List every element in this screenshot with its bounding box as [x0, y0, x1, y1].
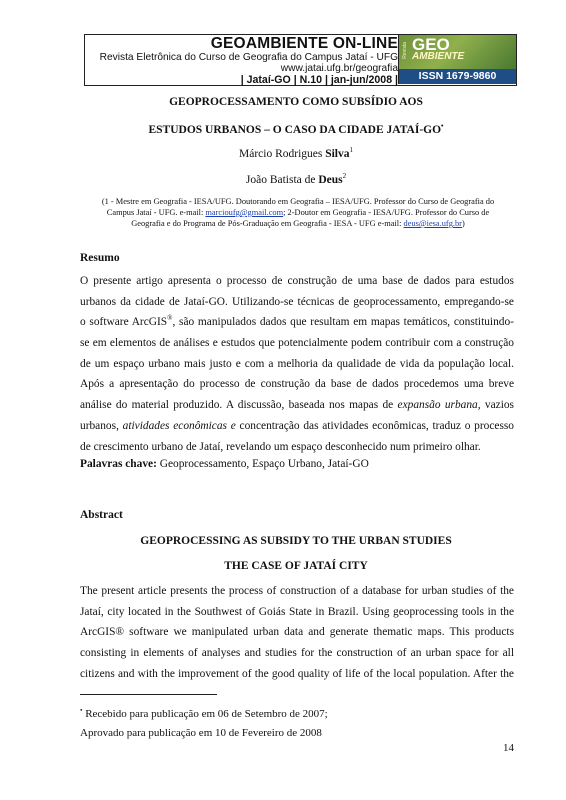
resumo-line: O presente artigo apresenta o processo de construção de uma base de dados para estudos [80, 275, 514, 287]
author-affiliations [98, 196, 498, 229]
abstract-line: ArcGIS® software we manipulated urban data and generate thematic maps. This products [80, 626, 514, 639]
abstract-line: The present article presents the process of construction of a database for urban studies of the [80, 585, 514, 597]
resumo-line: de um espaço urbano mais justo e com a melhoria da qualidade de vida da população local. [80, 357, 514, 370]
logo-geo-text: GEO [412, 35, 450, 54]
article-title-line-2 [80, 124, 512, 136]
footnote-received [80, 708, 328, 720]
title-footnote-mark: • [441, 122, 444, 131]
abstract-line: Jataí, city located in the Southwest of Goiás State in Brazil. Using geoprocessing tools in the [80, 605, 514, 618]
keywords-label: Palavras chave: [80, 458, 157, 470]
abstract-paragraph [80, 581, 514, 684]
footnote-received-text: Recebido para publicação em 06 de Setembro de 2007; [82, 708, 328, 720]
author-1-sup: 1 [349, 146, 354, 155]
keywords-list: Geoprocessamento, Espaço Urbano, Jataí-GO [156, 458, 369, 470]
journal-issue: | Jataí-GO | N.10 | jan-jun/2008 | [240, 74, 398, 86]
affiliation-part-2: ; 2-Doutor em Geografia - IESA/UFG. Professor do Curso de Geografia e do Programa de Pós-Graduação em Geografia - IESA - UFG e-mail: [131, 208, 490, 228]
email-link-2[interactable]: deus@iesa.ufg.br [403, 219, 462, 228]
journal-title: GEOAMBIENTE ON-LINE [210, 35, 398, 52]
author-2-surname: Deus [318, 174, 343, 186]
journal-subtitle: Revista Eletrônica do Curso de Geografia do Campus Jataí - UFG [99, 52, 398, 63]
journal-url: www.jatai.ufg.br/geografia [280, 63, 398, 74]
journal-header-text [85, 35, 402, 84]
resumo-line: Após a apresentação do processo de construção da base de dados procedemos uma breve [80, 378, 514, 391]
author-2 [80, 174, 512, 186]
page-number: 14 [503, 742, 514, 754]
resumo-line: urbanos, atividades econômicas e concentração das atividades econômicas, traduz o processo [80, 419, 515, 432]
geoambiente-logo [398, 35, 516, 84]
abstract-heading: Abstract [80, 509, 123, 521]
abstract-line: citizens and with the improvement of the good quality of life of the local population. After the [80, 667, 514, 680]
author-2-given: João Batista de [245, 174, 319, 186]
author-1-surname: Silva [325, 148, 350, 160]
abstract-line: consisting in elements of analyses and studies for the construction of an urban space for all [80, 647, 514, 660]
resumo-line: análise do material produzido. A discussão, baseada nos mapas de expansão urbana, vazios [80, 399, 514, 412]
affiliation-part-1: (1 - Mestre em Geografia - IESA/UFG. Doutorando em Geografia – IESA/UFG. Professor do Curso de Geografia do Campus Jataí - UFG. e-mail: [101, 197, 495, 217]
resumo-line: de crescimento urbano de Jataí, revelando um espaço desconhecido num primeiro olhar. [80, 440, 481, 453]
footnote-approved: Aprovado para publicação em 10 de Fevereiro de 2008 [80, 727, 322, 739]
keywords [80, 458, 369, 470]
journal-header [84, 34, 517, 86]
abstract-title-line-1: GEOPROCESSING AS SUBSIDY TO THE URBAN STUDIES [140, 535, 452, 547]
footnote-divider [80, 694, 217, 695]
article-title-line-1: GEOPROCESSAMENTO COMO SUBSÍDIO AOS [169, 96, 423, 108]
article-title-text: ESTUDOS URBANOS – O CASO DA CIDADE JATAÍ-GO [148, 124, 442, 136]
abstract-title-line-2: THE CASE OF JATAÍ CITY [224, 560, 368, 572]
email-link-1[interactable]: marcioufg@gmail.com [205, 208, 284, 217]
logo-ambiente-text: AMBIENTE [412, 51, 465, 62]
affiliation-part-3: ) [461, 219, 465, 228]
issn-badge: ISSN 1679-9860 [399, 69, 516, 84]
footnote-mark: • [80, 706, 83, 715]
resumo-line: urbanos da cidade de Jataí-GO. Utilizando-se técnicas de geoprocessamento, empregando-se [80, 295, 514, 308]
resumo-line: se em elementos de análises e estudos que potencialmente podem contribuir com a construção [80, 337, 514, 350]
resumo-paragraph [80, 271, 514, 457]
author-1 [80, 148, 512, 160]
author-1-given: Márcio Rodrigues [238, 148, 326, 160]
resumo-heading: Resumo [80, 252, 120, 264]
logo-revista-text: Revista [402, 42, 408, 59]
author-2-sup: 2 [342, 172, 347, 181]
resumo-line: o software ArcGIS®, são manipulados dados que resultam em mapas temáticos, constituindo- [80, 314, 514, 329]
